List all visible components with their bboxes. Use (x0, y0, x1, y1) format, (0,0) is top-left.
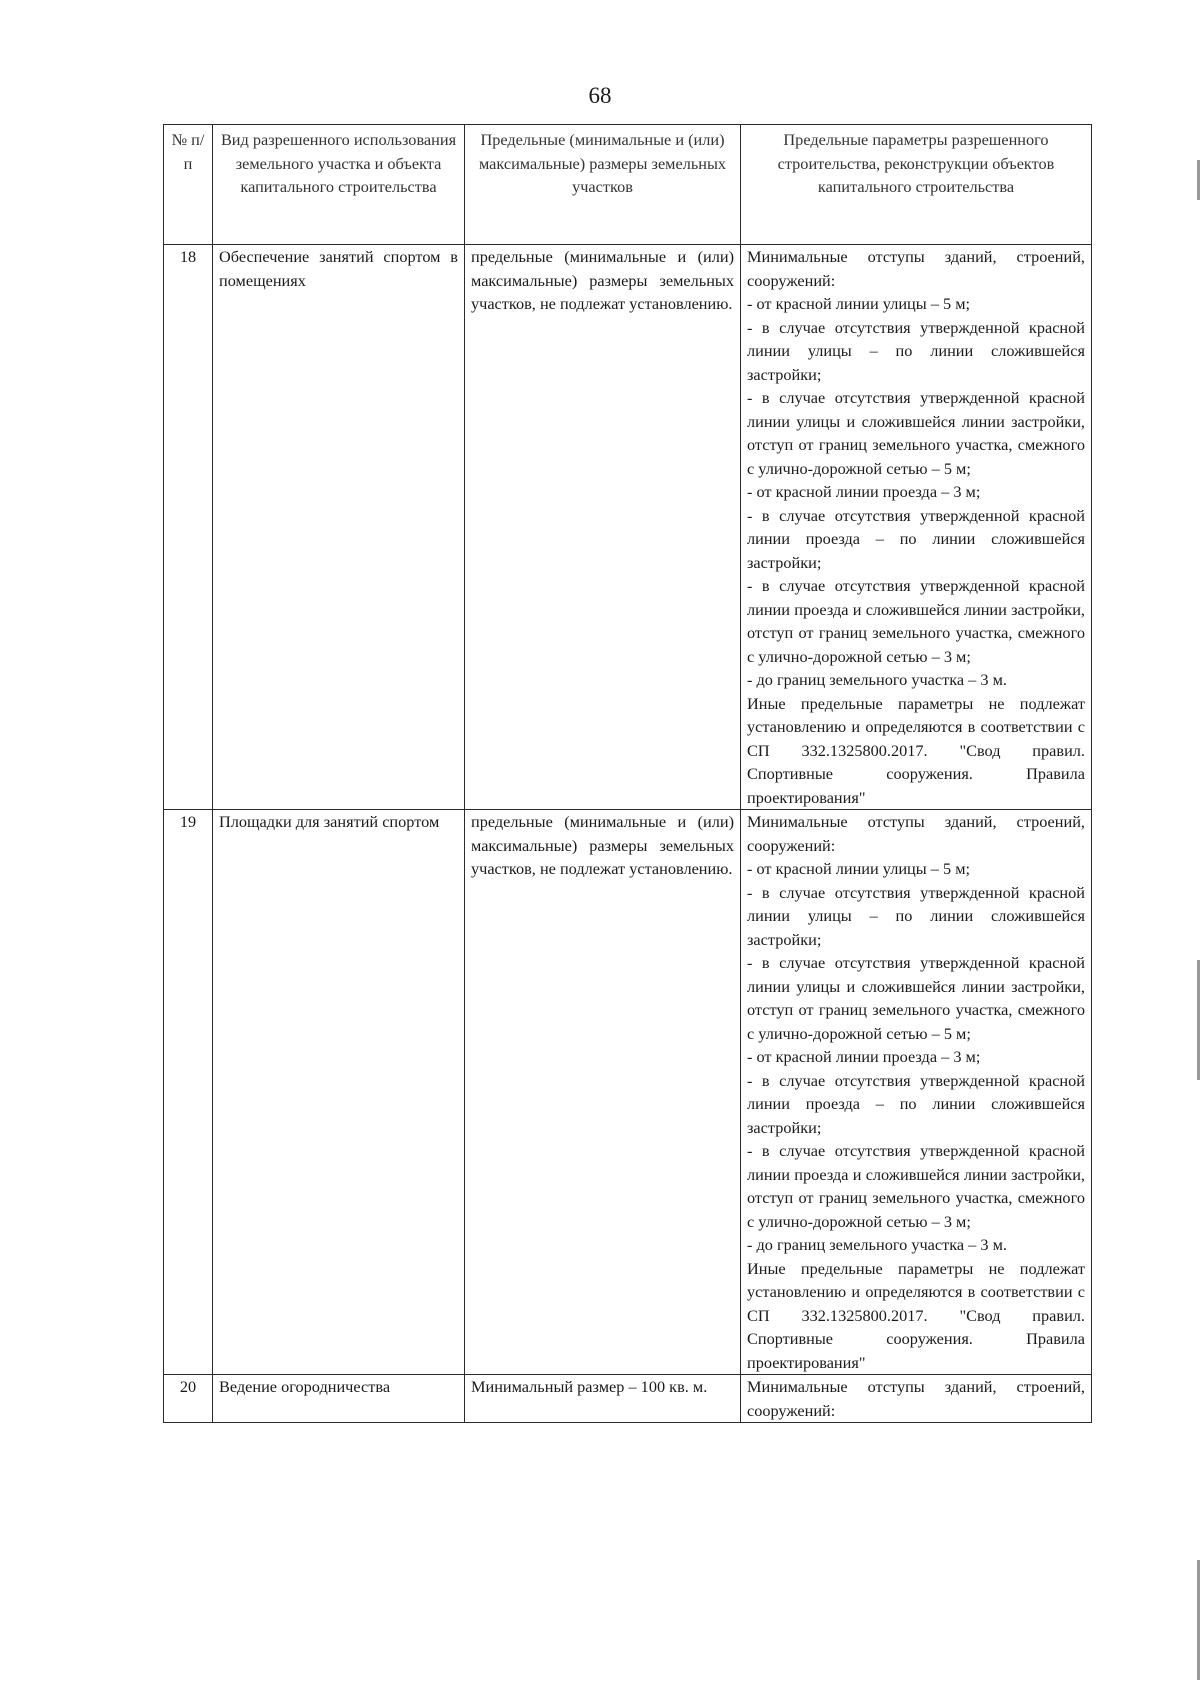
table-row (164, 245, 1092, 810)
param-line: - в случае отсутствия утвержденной красной линии проезда – по линии сложившейся застройки; (747, 505, 1085, 572)
row-number: 20 (164, 1375, 213, 1423)
param-line: Минимальные отступы зданий, строений, сооружений: (747, 812, 1085, 855)
row-number: 19 (164, 810, 213, 1375)
construction-parameters (741, 245, 1092, 810)
permitted-use: Обеспечение занятий спортом в помещениях (213, 245, 465, 810)
header-num: № п/п (164, 125, 213, 245)
param-line: Минимальные отступы зданий, строений, сооружений: (747, 247, 1085, 290)
param-line: - в случае отсутствия утвержденной красной линии улицы и сложившейся линии застройки, отступ от границ земельного участка, смежного с улично-дорожной сетью – 5 м; (747, 953, 1085, 1043)
construction-parameters (741, 1375, 1092, 1423)
zoning-parameters-table (163, 124, 1092, 1423)
param-line: - в случае отсутствия утвержденной красной линии улицы – по линии сложившейся застройки; (747, 317, 1085, 384)
table-header-row (164, 125, 1092, 245)
param-line: - в случае отсутствия утвержденной красной линии улицы и сложившейся линии застройки, отступ от границ земельного участка, смежного с улично-дорожной сетью – 5 м; (747, 388, 1085, 478)
plot-size-limits: предельные (минимальные и (или) максимальные) размеры земельных участков, не подлежат установлению. (465, 810, 741, 1375)
table-body (164, 245, 1092, 1423)
param-line: Иные предельные параметры не подлежат установлению и определяются в соответствии с СП 332.1325800.2017. "Свод правил. Спортивные сооружения. Правила проектирования" (747, 693, 1085, 807)
header-size: Предельные (минимальные и (или) максимальные) размеры земельных участков (465, 125, 741, 245)
table-row (164, 1375, 1092, 1423)
param-line: - от красной линии улицы – 5 м; (747, 294, 971, 313)
param-line: - в случае отсутствия утвержденной красной линии проезда – по линии сложившейся застройки; (747, 1070, 1085, 1137)
permitted-use: Ведение огородничества (213, 1375, 465, 1423)
plot-size-limits: предельные (минимальные и (или) максимальные) размеры земельных участков, не подлежат установлению. (465, 245, 741, 810)
param-line: - до границ земельного участка – 3 м. (747, 670, 1007, 689)
param-line: - от красной линии проезда – 3 м; (747, 1047, 981, 1066)
param-line: - в случае отсутствия утвержденной красной линии проезда и сложившейся линии застройки, отступ от границ земельного участка, смежного с улично-дорожной сетью – 3 м; (747, 576, 1085, 666)
param-line: - до границ земельного участка – 3 м. (747, 1235, 1007, 1254)
construction-parameters (741, 810, 1092, 1375)
param-line: Иные предельные параметры не подлежат установлению и определяются в соответствии с СП 332.1325800.2017. "Свод правил. Спортивные сооружения. Правила проектирования" (747, 1258, 1085, 1372)
param-line: - в случае отсутствия утвержденной красной линии проезда и сложившейся линии застройки, отступ от границ земельного участка, смежного с улично-дорожной сетью – 3 м; (747, 1141, 1085, 1231)
param-line: - от красной линии улицы – 5 м; (747, 859, 971, 878)
param-line: - в случае отсутствия утвержденной красной линии улицы – по линии сложившейся застройки; (747, 882, 1085, 949)
page-number: 68 (588, 83, 612, 108)
permitted-use: Площадки для занятий спортом (213, 810, 465, 1375)
header-use: Вид разрешенного использования земельного участка и объекта капитального строительства (213, 125, 465, 245)
table-row (164, 810, 1092, 1375)
param-line: Минимальные отступы зданий, строений, сооружений: (747, 1377, 1085, 1420)
header-params: Предельные параметры разрешенного строительства, реконструкции объектов капитального строительства (741, 125, 1092, 245)
row-number: 18 (164, 245, 213, 810)
param-line: - от красной линии проезда – 3 м; (747, 482, 981, 501)
plot-size-limits: Минимальный размер – 100 кв. м. (465, 1375, 741, 1423)
